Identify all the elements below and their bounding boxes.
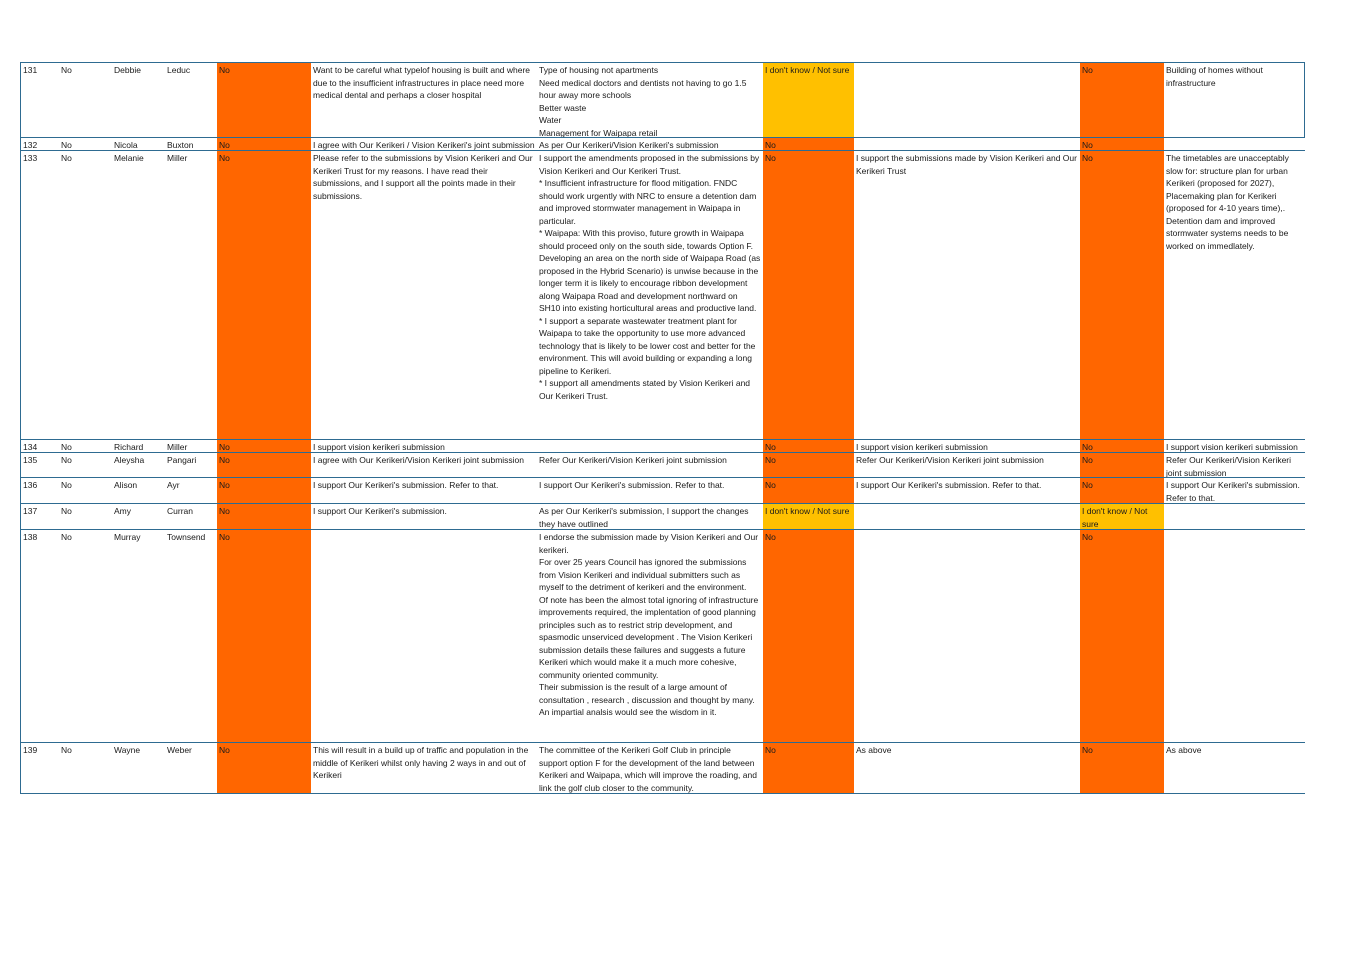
status-cell: No xyxy=(1080,151,1164,439)
comment-cell: Refer Our Kerikeri/Vision Kerikeri joint submission xyxy=(1166,455,1292,477)
answer-cell: No xyxy=(61,506,72,516)
status-cell: No xyxy=(217,151,311,439)
comment-cell xyxy=(1164,530,1305,742)
comment-cell xyxy=(854,138,1080,150)
submission-id: 135 xyxy=(23,455,38,465)
comment-cell: I support vision kerikeri submission xyxy=(1166,442,1298,452)
table-row xyxy=(21,530,1305,743)
submission-id: 137 xyxy=(23,506,38,516)
comment-cell: I support the submissions made by Vision Kerikeri and Our Kerikeri Trust xyxy=(856,153,1077,176)
status-cell: No xyxy=(217,504,311,529)
status-cell: No xyxy=(217,743,311,793)
comment-cell: I support Our Kerikeri's submission. xyxy=(313,506,447,516)
status-cell: No xyxy=(763,151,854,439)
last-name: Weber xyxy=(167,745,192,755)
table-row xyxy=(21,62,1305,138)
comment-cell: This will result in a build up of traffic and population in the middle of Kerikeri whilst only having 2 ways in and out of Kerikeri xyxy=(313,745,529,780)
comment-cell xyxy=(537,440,763,452)
answer-cell: No xyxy=(61,455,72,465)
status-cell: No xyxy=(763,138,854,150)
status-cell: No xyxy=(763,478,854,503)
status-cell: No xyxy=(1080,478,1164,503)
comment-cell: I support the amendments proposed in the submissions by Vision Kerikeri and Our Kerikeri Trust. * Insufficient infrastructure for flood mitigation. FNDC should work urgently with NRC to ensure a detention dam and improved stormwater management in Waipapa in particular. * Waipapa: With this proviso, future growth in Waipapa should proceed only on the south side, towards Option F. Developing an area on the north side of Waipapa Road (as proposed in the Hybrid Scenario) is unwise because in the longer term it is likely to encourage ribbon development along Waipapa Road and development northward on SH10 into existing horticultural areas and productive land. * I support a separate wastewater treatment plant for Waipapa to take the opportunity to use more advanced technology that is likely to be lower cost and better for the environment. This will avoid building or expanding a long pipeline to Kerikeri. * I support all amendments stated by Vision Kerikeri and Our Kerikeri Trust. xyxy=(539,153,761,401)
first-name: Melanie xyxy=(114,153,144,163)
submission-id: 132 xyxy=(23,140,38,150)
status-cell: No xyxy=(1080,743,1164,793)
comment-cell: I support Our Kerikeri's submission. Refer to that. xyxy=(313,480,499,490)
first-name: Murray xyxy=(114,532,141,542)
status-cell: No xyxy=(1080,138,1164,150)
status-cell: I don't know / Not sure xyxy=(763,504,854,529)
comment-cell: I endorse the submission made by Vision Kerikeri and Our kerikeri. For over 25 years Council has ignored the submissions from Vision Kerikeri and individual submitters such as myself to the detriment of kerikeri and the environment. Of note has been the almost total ignoring of infrastructure improvements required, the implentation of good planning principles such as to restrict strip development, and spasmodic unserviced development . The Vision Kerikeri submission details these failures and suggests a future Kerikeri which would make it a much more cohesive, community oriented community. Their submission is the result of a large amount of consultation , research , discussion and thought by many. An impartial analsis would see the wisdom in it. xyxy=(539,532,759,717)
table-row xyxy=(21,478,1305,504)
first-name: Nicola xyxy=(114,140,138,150)
status-cell: No xyxy=(763,440,854,452)
status-cell: No xyxy=(1080,63,1164,137)
comment-cell: I agree with Our Kerikeri / Vision Kerikeri's joint submission xyxy=(313,140,535,150)
first-name: Alison xyxy=(114,480,138,490)
status-cell: No xyxy=(217,530,311,742)
comment-cell: I support Our Kerikeri's submission. Refer to that. xyxy=(539,480,725,490)
comment-cell: The timetables are unacceptably slow for: structure plan for urban Kerikeri (proposed for 2027), Placemaking plan for Kerikeri (proposed for 4-10 years time),. Detention dam and improved stormwater systems needs to be worked on immedlately. xyxy=(1166,153,1289,251)
answer-cell: No xyxy=(61,65,72,75)
submission-id: 131 xyxy=(23,65,38,75)
comment-cell xyxy=(854,63,1080,137)
comment-cell: Please refer to the submissions by Vision Kerikeri and Our Kerikeri Trust for my reasons. I have read their submissions, and I support all the points made in their submissions. xyxy=(313,153,533,201)
table-row xyxy=(21,453,1305,478)
comment-cell: Building of homes without infrastructure xyxy=(1164,63,1305,137)
last-name: Buxton xyxy=(167,140,194,150)
comment-cell xyxy=(311,530,537,742)
status-cell: No xyxy=(217,453,311,477)
comment-cell xyxy=(1164,138,1305,150)
last-name: Ayr xyxy=(167,480,180,490)
status-cell: I don't know / Not sure xyxy=(763,63,854,137)
submission-id: 138 xyxy=(23,532,38,542)
comment-cell: Want to be careful what typelof housing is built and where due to the insufficient infrastructures in place need more medical dental and perhaps a closer hospital xyxy=(313,65,531,100)
submission-id: 134 xyxy=(23,442,38,452)
comment-cell: As per Our Kerikeri/Vision Kerikeri's submission xyxy=(539,140,719,150)
comment-cell: I agree with Our Kerikeri/Vision Kerikeri joint submission xyxy=(313,455,525,465)
submission-id: 133 xyxy=(23,153,38,163)
comment-cell: As above xyxy=(856,745,892,755)
submission-id: 136 xyxy=(23,480,38,490)
status-cell: No xyxy=(217,138,311,150)
status-cell: No xyxy=(763,530,854,742)
last-name: Curran xyxy=(167,506,193,516)
status-cell: No xyxy=(763,453,854,477)
table-row xyxy=(21,151,1305,440)
status-cell: No xyxy=(1080,453,1164,477)
table-row xyxy=(21,743,1305,794)
comment-cell: The committee of the Kerikeri Golf Club in principle support option F for the development of the land between Kerikeri and Waipapa, which will improve the roading, and link the golf club closer to the community. xyxy=(539,745,757,793)
submission-id: 139 xyxy=(23,745,38,755)
comment-cell: I support vision kerikeri submission xyxy=(313,442,445,452)
last-name: Townsend xyxy=(167,532,206,542)
comment-cell: As per Our Kerikeri's submission, I support the changes they have outlined xyxy=(539,506,749,529)
table-row xyxy=(21,504,1305,530)
table-row xyxy=(21,138,1305,151)
first-name: Wayne xyxy=(114,745,141,755)
comment-cell xyxy=(854,530,1080,742)
answer-cell: No xyxy=(61,442,72,452)
comment-cell xyxy=(1164,504,1305,529)
first-name: Debbie xyxy=(114,65,141,75)
status-cell: No xyxy=(217,440,311,452)
first-name: Aleysha xyxy=(114,455,145,465)
comment-cell: I support Our Kerikeri's submission. Refer to that. xyxy=(856,480,1042,490)
status-cell: No xyxy=(217,478,311,503)
comment-cell: I support Our Kerikeri's submission. Refer to that. xyxy=(1166,480,1300,503)
last-name: Miller xyxy=(167,153,188,163)
answer-cell: No xyxy=(61,153,72,163)
submissions-table xyxy=(20,62,1305,794)
first-name: Richard xyxy=(114,442,144,452)
last-name: Miller xyxy=(167,442,188,452)
comment-cell: As above xyxy=(1166,745,1202,755)
status-cell: No xyxy=(1080,440,1164,452)
status-cell: No xyxy=(763,743,854,793)
comment-cell xyxy=(854,504,1080,529)
answer-cell: No xyxy=(61,745,72,755)
comment-cell: Refer Our Kerikeri/Vision Kerikeri joint submission xyxy=(856,455,1044,465)
comment-cell: Type of housing not apartments Need medical doctors and dentists not having to go 1.5 hour away more schools Better waste Water Management for Waipapa retail xyxy=(539,65,747,137)
comment-cell: Refer Our Kerikeri/Vision Kerikeri joint submission xyxy=(539,455,727,465)
last-name: Pangari xyxy=(167,455,197,465)
answer-cell: No xyxy=(61,140,72,150)
answer-cell: No xyxy=(61,480,72,490)
status-cell: No xyxy=(217,63,311,137)
first-name: Amy xyxy=(114,506,131,516)
status-cell: No xyxy=(1080,530,1164,742)
table-row xyxy=(21,440,1305,453)
status-cell: I don't know / Not sure xyxy=(1080,504,1164,529)
last-name: Leduc xyxy=(167,65,191,75)
comment-cell: I support vision kerikeri submission xyxy=(856,442,988,452)
answer-cell: No xyxy=(61,532,72,542)
